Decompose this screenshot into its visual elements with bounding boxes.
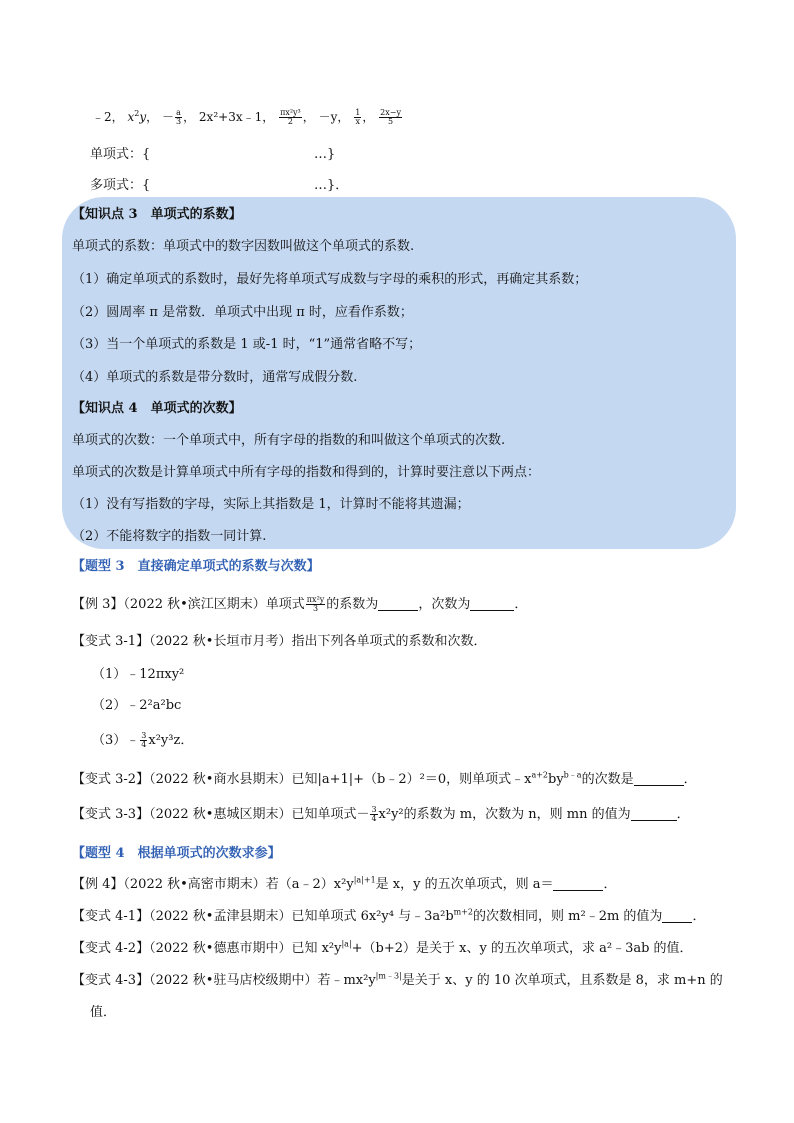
answer-blank[interactable]	[662, 908, 692, 923]
variant-4-3: 【变式 4-3】（2022 秋•驻马店校级期中）若$﹣mx^2y^{|m﹣3|}$是关于 x、y 的 10 次单项式，且系数是 8，求 m+n 的	[72, 971, 723, 988]
expr-7-sep: ，	[362, 110, 375, 124]
knowledge-point-3-item: （1）确定单项式的系数时，最好先将单项式写成数与字母的乘积的形式，再确定其系数；	[72, 272, 588, 287]
example-3: 【例 3】（2022 秋•滨江区期末）单项式 $\frac{\text{πx²y}}{3}$ 的系数为 ，次数为 ．	[72, 595, 528, 613]
expr-5-sep: ，	[302, 110, 315, 124]
variant-3-1-item: （2）﹣2²a²bc	[92, 698, 182, 713]
polynomial-set-end: …}．	[314, 178, 349, 193]
topic-3-title: 【题型 3 直接确定单项式的系数与次数】	[72, 559, 320, 574]
example-4: 【例 4】（2022 秋•高密市期末）若$(a﹣2)x^2y^{|a|+1}$是 x，y 的五次单项式，则 a＝ ．	[72, 875, 617, 892]
expr-7-frac: $\frac{1}{x}$	[355, 108, 361, 126]
expr-3-frac: $\frac{a}{3}$	[175, 108, 182, 126]
answer-blank[interactable]	[634, 771, 684, 786]
expr-3-sign: －	[161, 110, 174, 124]
monomial-set: 单项式：{	[90, 147, 151, 162]
variant-4-3-continued: 值．	[90, 1005, 117, 1020]
variant-3-1-fraction: $\frac{3}{4}$	[141, 731, 147, 749]
topic-4-title: 【题型 4 根据单项式的次数求参】	[72, 846, 281, 861]
variant-3-1: 【变式 3-1】（2022 秋•长垣市月考）指出下列各单项式的系数和次数．	[72, 634, 487, 649]
knowledge-point-4-note: 单项式的次数是计算单项式中所有字母的指数和得到的，计算时要注意以下两点：	[72, 465, 541, 480]
expr-6: －y，	[318, 110, 350, 124]
expr-2-sup: 2	[134, 109, 140, 118]
example-3-fraction: $\frac{\text{πx²y}}{3}$	[306, 595, 325, 613]
knowledge-point-3-definition: 单项式的系数：单项式中的数字因数叫做这个单项式的系数.	[72, 239, 415, 254]
expr-2-y: y	[139, 110, 147, 124]
expr-2-sep: ，	[146, 110, 159, 124]
answer-blank[interactable]	[631, 806, 677, 821]
knowledge-point-3-item: （3）当一个单项式的系数是 1 或-1 时，“1”通常省略不写；	[72, 337, 422, 352]
variant-4-2: 【变式 4-2】（2022 秋•德惠市期中）已知 $x^2y^{|a|}+(b+2)$是关于 x、y 的五次单项式，求 a²﹣3ab 的值．	[72, 939, 693, 956]
knowledge-point-4-title: 【知识点 4 单项式的次数】	[72, 401, 242, 416]
expr-2-x: x	[127, 110, 135, 124]
polynomial-set: 多项式：{	[90, 178, 151, 193]
variant-3-3: 【变式 3-3】（2022 秋•惠城区期末）已知单项式－ $\frac{3}{4}$ x²y²的系数为 m，次数为 n，则 mn 的值为 ．	[72, 805, 690, 823]
expr-5-frac: $\frac{\text{πx²y³}}{2}$	[280, 108, 301, 126]
knowledge-point-3-item: （4）单项式的系数是带分数时，通常写成假分数.	[72, 370, 358, 385]
expr-4: 2x²+3x﹣1，	[198, 110, 275, 124]
expr-8-frac: $\frac{2x-y}{5}$	[380, 108, 401, 126]
knowledge-point-4-item: （2）不能将数字的指数一同计算.	[72, 529, 267, 544]
monomial-set-end: …}	[314, 147, 336, 162]
variant-4-1: 【变式 4-1】（2022 秋•孟津县期末）已知单项式 6x²y⁴ 与$﹣3a^2b^{m+2}$的次数相同，则 m²﹣2m 的值为 ．	[72, 907, 706, 924]
answer-blank[interactable]	[378, 596, 418, 611]
variant-3-1-item: （3）﹣ $\frac{3}{4}$ x²y³z．	[92, 731, 194, 749]
knowledge-point-4-definition: 单项式的次数：一个单项式中，所有字母的指数的和叫做这个单项式的次数.	[72, 433, 506, 448]
answer-blank[interactable]	[470, 596, 514, 611]
expr-3-sep: ，	[183, 110, 196, 124]
knowledge-point-3-item: （2）圆周率 π 是常数．单项式中出现 π 时，应看作系数；	[72, 305, 413, 320]
expression-list	[92, 108, 403, 126]
answer-blank[interactable]	[553, 876, 603, 891]
knowledge-point-3-title: 【知识点 3 单项式的系数】	[72, 207, 242, 222]
variant-3-3-fraction: $\frac{3}{4}$	[371, 805, 377, 823]
knowledge-point-4-item: （1）没有写指数的字母，实际上其指数是 1，计算时不能将其遗漏；	[72, 497, 470, 512]
variant-3-1-item: （1）﹣12πxy²	[92, 667, 185, 682]
variant-3-2: 【变式 3-2】（2022 秋•商水县期末）已知|a+1|+（b﹣2）²＝0，则单项式$﹣x^{a+2}by^{b﹣a}$的次数是 ．	[72, 770, 697, 787]
expr-1: ﹣2，	[92, 110, 124, 124]
